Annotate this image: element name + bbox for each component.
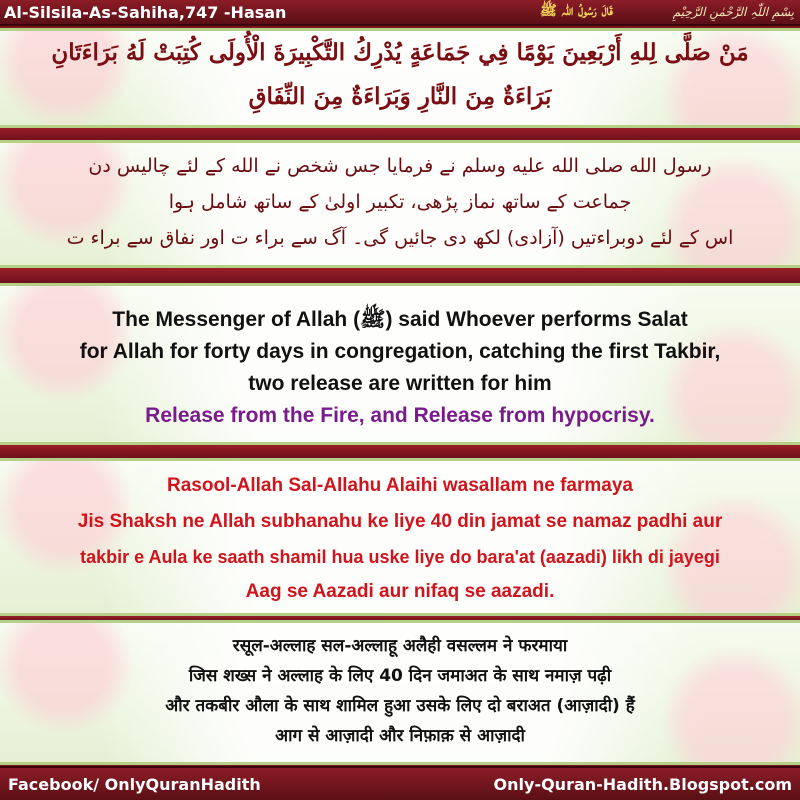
urdu-panel — [0, 140, 800, 268]
header-bar — [0, 0, 800, 26]
english-panel — [0, 283, 800, 445]
hindi-line-3: और तकबीर औला के साथ शामिल हुआ उसके लिए दो बराअत (आज़ादी) हैं — [165, 696, 635, 716]
urdu-line-1: رسول الله صلی الله علیه وسلم نے فرمایا جس شخص نے الله کے لئے چالیس دن — [88, 155, 712, 177]
divider — [0, 445, 800, 458]
bismillah-calligraphy: بِسْمِ اللّٰہِ الرَّحْمٰنِ الرَّحِیْمِ — [672, 5, 794, 19]
arabic-line-1: مَنْ صَلَّى لِلهِ أَرْبَعِينَ يَوْمًا فِي جَمَاعَةٍ يُدْرِكُ التَّكْبِيرَةَ الْأُولَى كُتِبَتْ لَهُ بَرَاءَتَانِ — [51, 39, 749, 66]
qal-rasool-calligraphy: قَالَ رَسُولُ اللّٰہ ﷺ — [539, 3, 613, 19]
urdu-line-2: جماعت کے ساتھ نماز پڑھی، تکبیر اولیٰ کے ساتھ شامل ہوا — [168, 191, 632, 213]
english-line-3: two release are written for him — [248, 372, 552, 395]
english-line-2: for Allah for forty days in congregation, catching the first Takbir, — [79, 340, 721, 363]
divider — [0, 128, 800, 140]
facebook-link[interactable]: Facebook/ OnlyQuranHadith — [8, 774, 261, 794]
hadith-reference: Al-Silsila-As-Sahiha,747 -Hasan — [4, 2, 287, 22]
english-line-4: Release from the Fire, and Release from hypocrisy. — [145, 404, 655, 427]
footer-bar — [0, 766, 800, 800]
hindi-line-1: रसूल-अल्लाह सल-अल्लाहू अलैही वसल्लम ने फरमाया — [232, 636, 568, 656]
roman-line-4: Aag se Aazadi aur nifaq se aazadi. — [245, 581, 555, 602]
arabic-panel — [0, 28, 800, 128]
hindi-panel — [0, 620, 800, 765]
roman-line-1: Rasool-Allah Sal-Allahu Alaihi wasallam ne farmaya — [166, 475, 633, 496]
urdu-line-3: اس کے لئے دوبراءتیں (آزادی) لکھ دی جائیں گی۔ آگ سے براء ت اور نفاق سے براء ت — [66, 227, 734, 249]
header-calligraphy — [450, 2, 794, 22]
roman-line-2: Jis Shaksh ne Allah subhanahu ke liye 40 din jamat se namaz padhi aur — [77, 511, 723, 532]
hindi-line-2: जिस शख्स ने अल्लाह के लिए 40 दिन जमाअत के साथ नमाज़ पढ़ी — [188, 666, 612, 686]
hindi-line-4: आग से आज़ादी और निफ़ाक़ से आज़ादी — [275, 726, 525, 746]
english-line-1: The Messenger of Allah (ﷺ) said Whoever performs Salat — [112, 308, 688, 331]
blog-link[interactable]: Only-Quran-Hadith.Blogspot.com — [493, 774, 792, 794]
divider — [0, 268, 800, 283]
arabic-line-2: بَرَاءَةٌ مِنَ النَّارِ وَبَرَاءَةٌ مِنَ النِّفَاقِ — [248, 83, 552, 110]
roman-urdu-panel — [0, 458, 800, 616]
roman-line-3: takbir e Aula ke saath shamil hua uske liye do bara'at (aazadi) likh di jayegi — [80, 547, 720, 567]
